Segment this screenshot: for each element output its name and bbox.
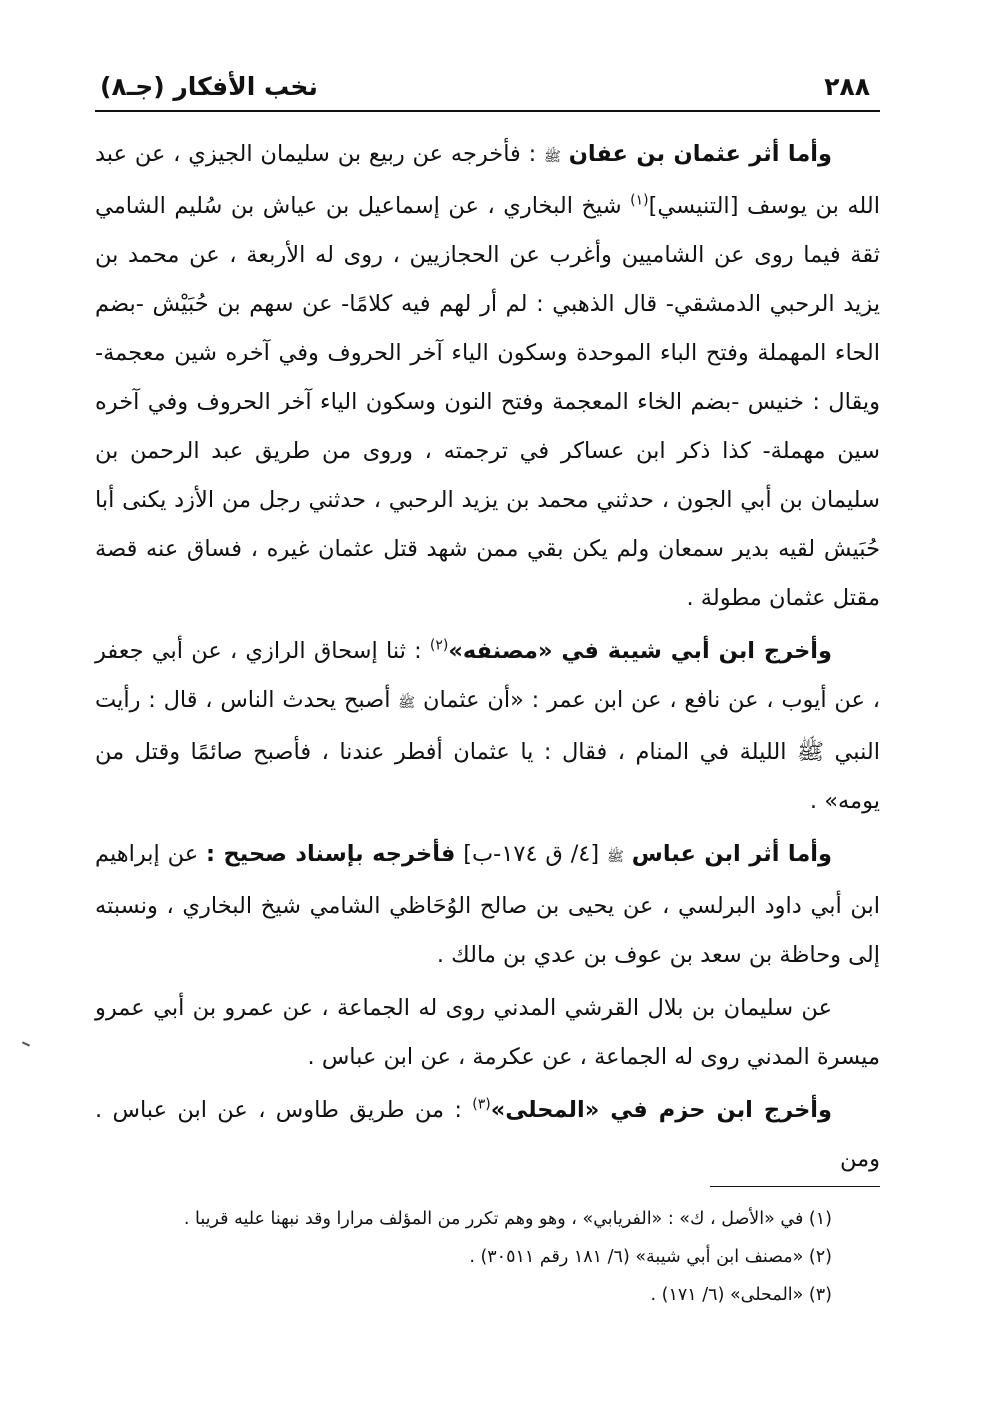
running-header	[95, 60, 880, 112]
paragraph-ibn-abbas-athar	[95, 830, 880, 980]
paragraph-text: عن سليمان بن بلال القرشي المدني روى له الجماعة ، عن عمرو بن أبي عمرو ميسرة المدني روى له الجماعة ، عن عكرمة ، عن ابن عباس .	[95, 995, 880, 1070]
footnote-item: (٣) «المحلى» (٦/ ١٧١) .	[650, 1285, 832, 1305]
paragraph-text: : فأخرجه عن ربيع بن سليمان الجيزي ، عن عبد الله بن يوسف [التنيسي]	[95, 141, 880, 219]
footnote-item: (٢) «مصنف ابن أبي شيبة» (٦/ ١٨١ رقم ٣٠٥١١) .	[469, 1247, 832, 1267]
paragraph-text: شيخ البخاري ، عن إسماعيل بن عياش بن سُليم الشامي ثقة فيما روى عن الشاميين وأغرب عن الحجازيين ، روى له الأربعة ، عن محمد بن يزيد الرحبي الدمشقي- قال الذهبي : لم أر لهم فيه كلامًا- عن سهم بن حُبَيْش -بضم الحاء المهملة وفتح الباء الموحدة وسكون الياء آخر الحروف وفي آخره شين معجمة- ويقال : خنيس -بضم الخاء المعجمة وفتح النون وسكون الياء آخر الحروف وفي آخره سين مهملة- كذا ذكر ابن عساكر في ترجمته ، وروى من طريق عبد الرحمن بن سليمان بن أبي الجون ، حدثني محمد بن يزيد الرحبي ، حدثني رجل من الأزد يكنى أبا حُبَيش لقيه بدير سمعان ولم يكن بقي ممن شهد قتل عثمان غيره ، فساق عنه قصة مقتل عثمان مطولة .	[95, 193, 880, 611]
honorific-glyph: ﷺ	[398, 695, 416, 711]
paragraph-text: : من طريق طاوس ، عن ابن عباس . ومن	[95, 1097, 880, 1172]
page-number: ٢٨٨	[824, 72, 870, 101]
footnote-marker: (٣)	[472, 1096, 491, 1113]
scan-speck	[22, 1041, 30, 1046]
paragraph-text: عن إبراهيم ابن أبي داود البرلسي ، عن يحيى بن صالح الوُحَاظي الشامي شيخ البخاري ، ونسبته إلى وحاظة بن سعد بن عوف بن عدي بن مالك .	[95, 841, 880, 968]
main-text	[95, 130, 880, 1188]
honorific-glyph: ﷺ	[543, 149, 561, 165]
paragraph-lead: وأخرج ابن حزم في «المحلى»	[490, 1097, 833, 1123]
paragraph-lead: وأخرج ابن أبي شيبة في «مصنفه»	[448, 638, 832, 664]
footnote-divider	[710, 1186, 880, 1187]
paragraph-lead: فأخرجه بإسناد صحيح :	[206, 841, 456, 867]
honorific-glyph: ﷺ	[607, 849, 624, 865]
manuscript-folio-ref: [٤/ ق ١٧٤-ب]	[455, 841, 607, 867]
paragraph-ibn-hazm	[95, 1086, 880, 1184]
paragraph-text: : ثنا إسحاق الرازي ، عن أبي جعفر ، عن أيوب ، عن نافع ، عن ابن عمر : «أن عثمان	[95, 638, 880, 713]
footnote-marker: (١)	[630, 192, 649, 209]
paragraph-text: أصبح يحدث الناس ، قال : رأيت النبي ﷺ الليلة في المنام ، فقال : يا عثمان أفطر عندنا ، فأصبح صائمًا وقتل من يومه» .	[95, 687, 880, 814]
footnote-item: (١) في «الأصل ، ك» : «الفريابي» ، وهو وهم تكرر من المؤلف مرارا وقد نبهنا عليه قريبا .	[183, 1209, 832, 1229]
footnotes-section	[95, 1200, 880, 1314]
footnote-marker: (٢)	[429, 637, 449, 654]
paragraph-lead: وأما أثر عثمان بن عفان	[568, 141, 833, 167]
paragraph-uthman-athar	[95, 130, 880, 623]
book-title: نخب الأفكار (جـ٨)	[100, 72, 318, 101]
paragraph-ibn-abi-shayba	[95, 627, 880, 826]
paragraph-sulayman-bilal	[95, 984, 880, 1082]
paragraph-lead: وأما أثر ابن عباس	[631, 841, 832, 867]
